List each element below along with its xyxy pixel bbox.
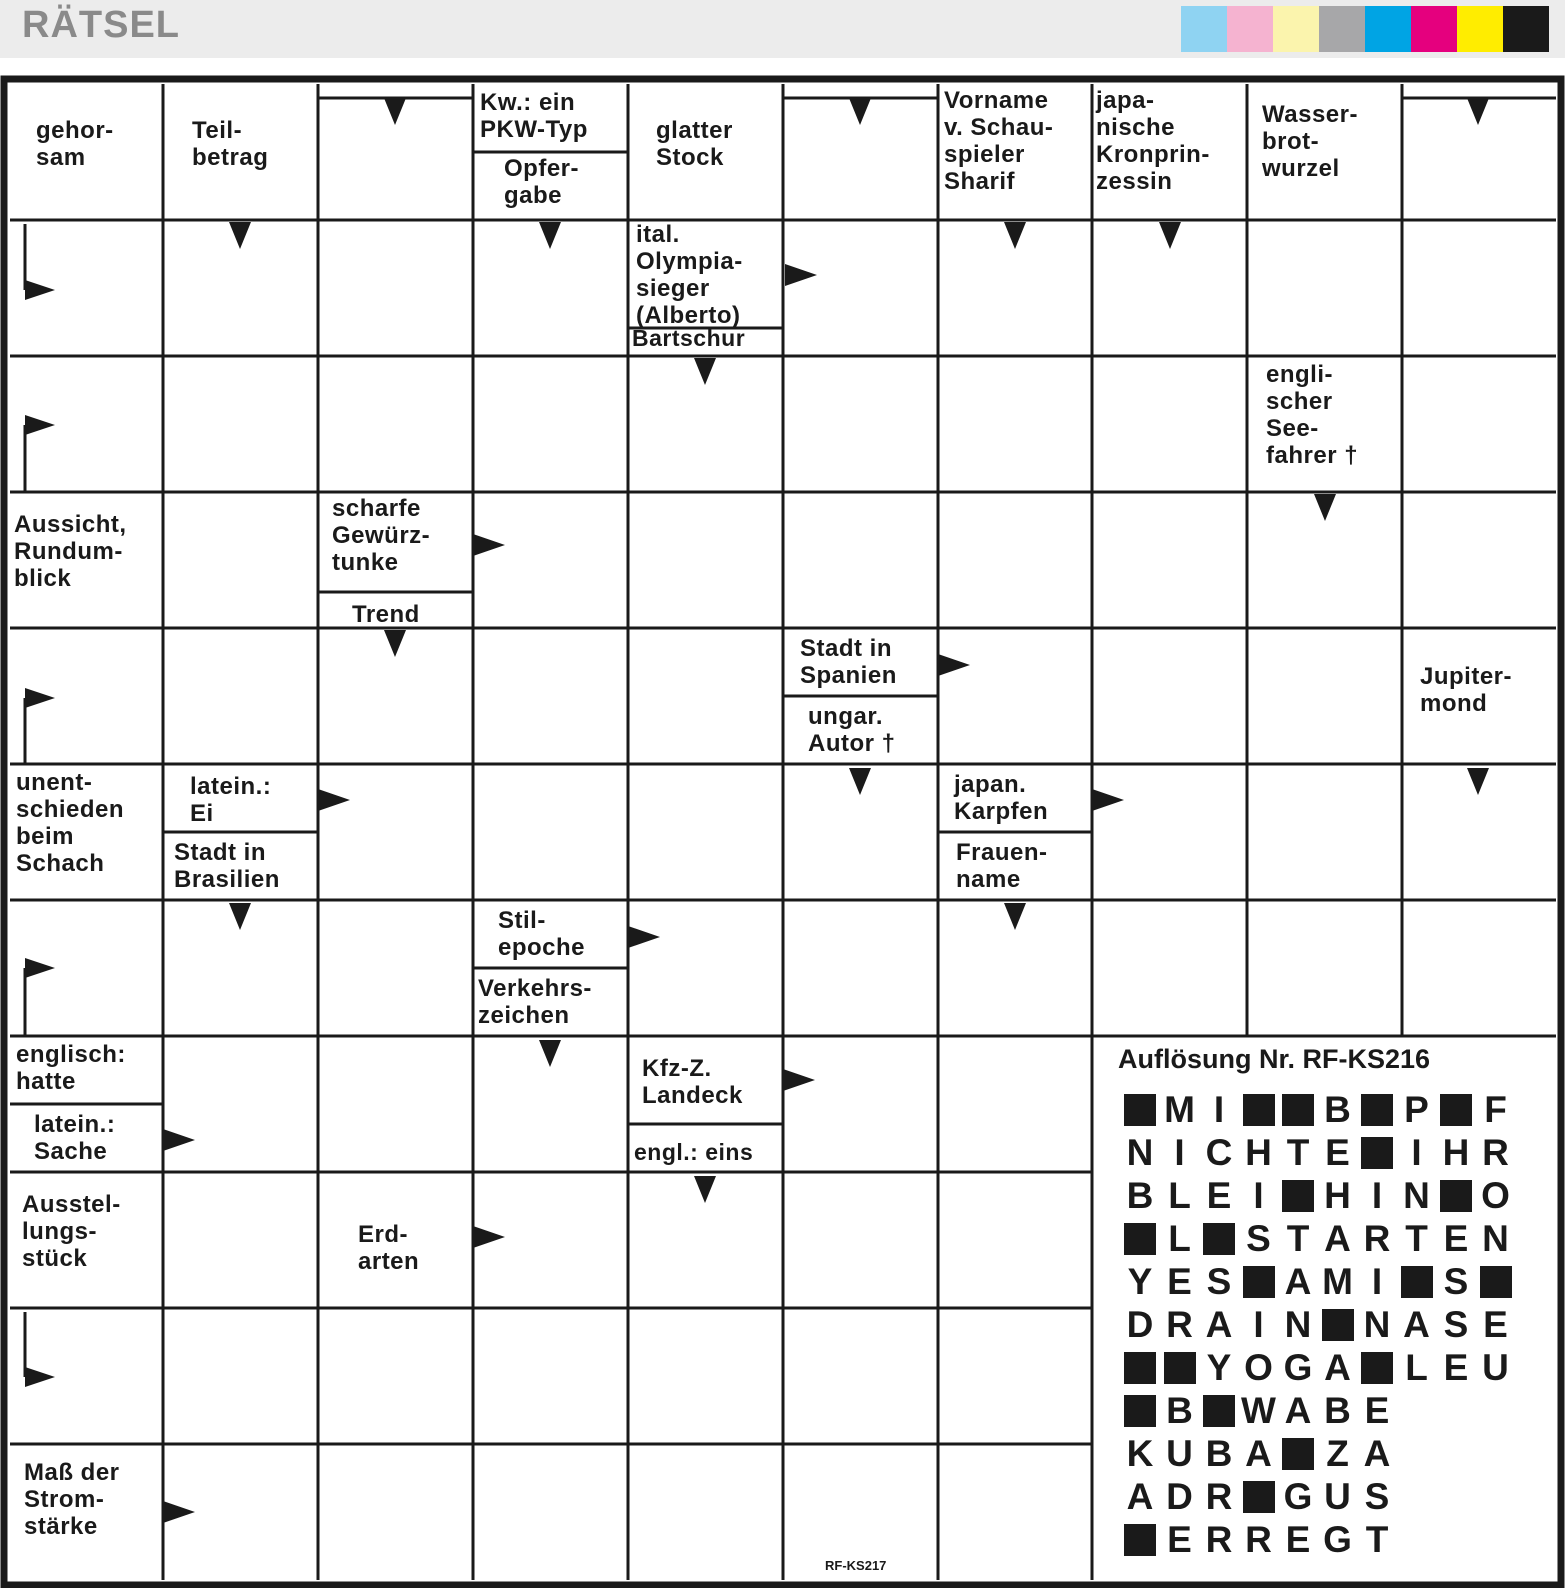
right-arrow-icon	[25, 280, 55, 300]
solution-letter: R	[1166, 1304, 1193, 1345]
solution-letter: A	[1126, 1476, 1154, 1517]
solution-letter: Z	[1326, 1433, 1349, 1474]
clue-text: Stadt in Brasilien	[174, 839, 280, 893]
clue-text: latein.: Ei	[190, 773, 272, 827]
solution-black-square	[1164, 1352, 1196, 1384]
solution-letter: N	[1482, 1218, 1509, 1259]
clue-text: Verkehrs- zeichen	[478, 975, 592, 1029]
solution-letter: H	[1245, 1132, 1272, 1173]
clue-text: Trend	[352, 601, 420, 628]
right-arrow-icon	[163, 1501, 195, 1523]
right-arrow-icon	[25, 1367, 55, 1387]
solution-black-square	[1361, 1352, 1393, 1384]
clue-text: glatter Stock	[656, 117, 733, 171]
solution-black-square	[1124, 1223, 1156, 1255]
solution-letter: E	[1483, 1304, 1508, 1345]
solution-letter: O	[1481, 1175, 1510, 1216]
solution-black-square	[1440, 1094, 1472, 1126]
solution-letter: E	[1443, 1347, 1469, 1388]
solution-letter: I	[1174, 1132, 1185, 1173]
solution-letter: M	[1164, 1089, 1195, 1130]
solution-letter: N	[1403, 1175, 1430, 1216]
right-arrow-icon	[783, 1069, 815, 1091]
solution-letter: S	[1364, 1476, 1390, 1517]
down-arrow-icon	[1467, 98, 1489, 125]
solution-black-square	[1124, 1395, 1156, 1427]
solution-letter: O	[1244, 1347, 1273, 1388]
solution-black-square	[1124, 1352, 1156, 1384]
solution-letter: A	[1324, 1347, 1351, 1388]
clue-text: Ausstel- lungs- stück	[22, 1191, 121, 1272]
solution-letter: D	[1166, 1476, 1193, 1517]
clue-text: Jupiter- mond	[1420, 663, 1513, 717]
solution-letter: I	[1213, 1089, 1225, 1130]
solution-letter: M	[1322, 1261, 1353, 1302]
solution-letter: F	[1484, 1089, 1507, 1130]
right-arrow-icon	[163, 1129, 195, 1151]
solution-letter: R	[1482, 1132, 1509, 1173]
solution-letter: S	[1443, 1304, 1469, 1345]
solution-letter: I	[1371, 1261, 1383, 1302]
solution-letter: R	[1205, 1519, 1233, 1560]
solution-black-square	[1124, 1094, 1156, 1126]
solution-letter: U	[1482, 1347, 1509, 1388]
clue-text: Bartschur	[632, 325, 746, 351]
solution-letter: T	[1405, 1218, 1428, 1259]
puzzle-id: RF-KS217	[825, 1558, 887, 1573]
solution-letter: T	[1286, 1132, 1310, 1173]
clue-text: engl.: eins	[634, 1139, 754, 1165]
solution-letter: A	[1284, 1261, 1312, 1302]
solution-black-square	[1282, 1438, 1314, 1470]
right-arrow-icon	[938, 654, 970, 676]
solution-letter: R	[1245, 1519, 1272, 1560]
solution-letter: E	[1443, 1218, 1469, 1259]
solution-letter: A	[1245, 1433, 1272, 1474]
down-arrow-icon	[694, 1176, 716, 1203]
solution-letter: E	[1325, 1132, 1350, 1173]
solution-letter: E	[1167, 1519, 1192, 1560]
solution-letter: W	[1241, 1390, 1276, 1431]
down-arrow-icon	[539, 1040, 561, 1067]
solution-letter: P	[1404, 1089, 1429, 1130]
solution-letter: U	[1166, 1433, 1193, 1474]
solution-letter: E	[1206, 1175, 1232, 1216]
clue-text: Teil- betrag	[192, 117, 269, 171]
solution-black-square	[1361, 1094, 1393, 1126]
solution-letter: A	[1284, 1390, 1312, 1431]
solution-letter: R	[1205, 1476, 1233, 1517]
right-arrow-icon	[1092, 789, 1124, 811]
solution-letter: E	[1285, 1519, 1311, 1560]
right-arrow-icon	[785, 264, 817, 286]
solution-letter: C	[1205, 1132, 1233, 1173]
solution-letter: E	[1364, 1390, 1390, 1431]
solution-letter: B	[1324, 1390, 1351, 1431]
solution-black-square	[1203, 1223, 1235, 1255]
right-arrow-icon	[473, 534, 505, 556]
solution-letter: B	[1126, 1175, 1154, 1216]
right-arrow-icon	[628, 926, 660, 948]
down-arrow-icon	[1314, 494, 1336, 521]
solution-letter: A	[1324, 1218, 1351, 1259]
solution-black-square	[1243, 1266, 1275, 1298]
solution-letter: H	[1442, 1132, 1470, 1173]
clue-text: latein.: Sache	[34, 1111, 116, 1165]
solution-letter: B	[1324, 1089, 1351, 1130]
right-arrow-icon	[25, 415, 55, 435]
clue-text: Frauen- name	[956, 839, 1048, 893]
solution-letter: N	[1363, 1304, 1391, 1345]
solution-letter: H	[1324, 1175, 1351, 1216]
right-arrow-icon	[473, 1226, 505, 1248]
solution-letter: Y	[1206, 1347, 1232, 1388]
clue-text: Vorname v. Schau- spieler Sharif	[944, 87, 1054, 195]
solution-letter: A	[1363, 1433, 1391, 1474]
solution-letter: K	[1126, 1433, 1154, 1474]
solution-letter: L	[1168, 1175, 1191, 1216]
page-title: RÄTSEL	[22, 4, 180, 46]
clue-text: gehor- sam	[36, 117, 114, 171]
solution-letter: G	[1283, 1347, 1313, 1388]
solution-letter: D	[1126, 1304, 1154, 1345]
right-arrow-icon	[318, 789, 350, 811]
solution-letter: G	[1283, 1476, 1313, 1517]
solution-letter: G	[1323, 1519, 1352, 1560]
clue-text: ital. Olympia- sieger (Alberto)	[636, 221, 743, 329]
down-arrow-icon	[849, 98, 871, 125]
solution-letter: I	[1253, 1175, 1264, 1216]
right-arrow-icon	[25, 958, 55, 978]
down-arrow-icon	[229, 903, 251, 930]
solution-black-square	[1203, 1395, 1235, 1427]
solution-letter: A	[1205, 1304, 1233, 1345]
clue-text: Maß der Strom- stärke	[24, 1459, 120, 1540]
solution-black-square	[1124, 1524, 1156, 1556]
clue-text: Stadt in Spanien	[800, 635, 897, 689]
down-arrow-icon	[539, 222, 561, 249]
down-arrow-icon	[694, 358, 716, 385]
solution-black-square	[1361, 1137, 1393, 1169]
clue-text: engli- scher See- fahrer †	[1266, 361, 1359, 469]
solution-black-square	[1480, 1266, 1512, 1298]
down-arrow-icon	[1004, 903, 1026, 930]
solution-letter: L	[1405, 1347, 1428, 1388]
clue-text: Stil- epoche	[498, 907, 586, 961]
solution-letter: N	[1126, 1132, 1154, 1173]
solution-letter: S	[1443, 1261, 1469, 1302]
clue-text: Wasser- brot- wurzel	[1262, 101, 1358, 182]
solution-letter: T	[1365, 1519, 1389, 1560]
clue-text: Aussicht, Rundum- blick	[14, 511, 127, 592]
clue-text: englisch: hatte	[16, 1041, 126, 1095]
solution-letter: R	[1363, 1218, 1391, 1259]
solution-title: Auflösung Nr. RF-KS216	[1118, 1044, 1431, 1074]
clue-text: Opfer- gabe	[504, 155, 579, 209]
solution-black-square	[1401, 1266, 1433, 1298]
solution-black-square	[1243, 1481, 1275, 1513]
solution-letter: E	[1167, 1261, 1192, 1302]
solution-letter: S	[1206, 1261, 1232, 1302]
solution-letter: B	[1205, 1433, 1233, 1474]
solution-black-square	[1243, 1094, 1275, 1126]
solution-letter: I	[1371, 1175, 1383, 1216]
clue-text: Erd- arten	[358, 1221, 420, 1275]
down-arrow-icon	[1159, 222, 1181, 249]
solution-black-square	[1282, 1094, 1314, 1126]
solution-letter: A	[1403, 1304, 1430, 1345]
clue-text: japa- nische Kronprin- zessin	[1096, 87, 1210, 195]
clue-text: Kfz-Z. Landeck	[642, 1055, 743, 1109]
solution-letter: L	[1168, 1218, 1191, 1259]
clue-text: scharfe Gewürz- tunke	[332, 495, 431, 576]
down-arrow-icon	[384, 98, 406, 125]
down-arrow-icon	[849, 768, 871, 795]
solution-letter: S	[1246, 1218, 1271, 1259]
clue-text: Kw.: ein PKW-Typ	[480, 89, 588, 143]
down-arrow-icon	[1004, 222, 1026, 249]
down-arrow-icon	[384, 630, 406, 657]
solution-letter: N	[1284, 1304, 1312, 1345]
solution-letter: I	[1411, 1132, 1422, 1173]
solution-letter: T	[1286, 1218, 1310, 1259]
solution-letter: B	[1166, 1390, 1193, 1431]
solution-letter: U	[1324, 1476, 1351, 1517]
clue-text: ungar. Autor †	[808, 703, 896, 757]
down-arrow-icon	[1467, 768, 1489, 795]
solution-black-square	[1440, 1180, 1472, 1212]
solution-black-square	[1282, 1180, 1314, 1212]
solution-letter: I	[1253, 1304, 1264, 1345]
down-arrow-icon	[229, 222, 251, 249]
clue-text: unent- schieden beim Schach	[16, 769, 125, 877]
solution-letter: Y	[1127, 1261, 1153, 1302]
solution-black-square	[1322, 1309, 1354, 1341]
clue-text: japan. Karpfen	[954, 771, 1049, 825]
right-arrow-icon	[25, 688, 55, 708]
